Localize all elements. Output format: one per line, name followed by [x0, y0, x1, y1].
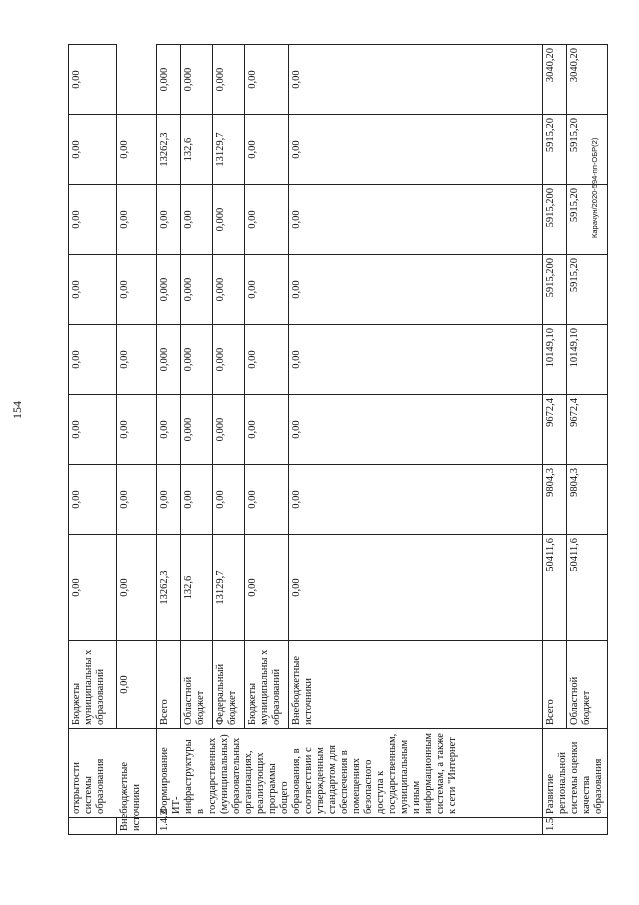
amount-cell: 0,000	[213, 255, 245, 325]
amount-cell: 10149,10	[567, 325, 608, 395]
budget-table	[68, 44, 608, 835]
amount-cell: 5915,200	[543, 185, 567, 255]
amount-cell: 0,00	[69, 465, 117, 535]
funding-source-cell: Внебюджетные источники	[289, 641, 543, 729]
amount-cell: 0,00	[289, 535, 543, 641]
amount-cell: 0,00	[181, 185, 213, 255]
amount-cell: 0,00	[69, 535, 117, 641]
amount-cell: 0,00	[69, 255, 117, 325]
activity-name-cell: Развитие региональной системы оценки качества образования	[543, 729, 608, 818]
amount-cell: 0,00	[69, 395, 117, 465]
amount-cell: 10149,10	[543, 325, 567, 395]
row-number-cell: 1.4.2	[157, 818, 543, 835]
amount-cell: 0,000	[181, 325, 213, 395]
amount-cell: 132,6	[181, 115, 213, 185]
amount-cell: 5915,20	[567, 255, 608, 325]
page-number: 154	[10, 401, 24, 419]
amount-cell: 0,000	[213, 185, 245, 255]
amount-cell: 13129,7	[213, 115, 245, 185]
amount-cell: 0,00	[69, 45, 117, 115]
funding-source-cell: Федеральный бюджет	[213, 641, 245, 729]
amount-cell: 0,00	[69, 325, 117, 395]
amount-cell: 13262,3	[157, 115, 181, 185]
amount-cell: 0,000	[213, 325, 245, 395]
table-row	[213, 45, 245, 835]
amount-cell: 0,00	[157, 465, 181, 535]
amount-cell: 0,000	[181, 395, 213, 465]
amount-cell: 0,000	[157, 45, 181, 115]
amount-cell: 0,00	[69, 185, 117, 255]
amount-cell: 9804,3	[543, 465, 567, 535]
activity-name-cell: открытости системы образования	[69, 729, 157, 818]
table-row	[69, 45, 117, 835]
table-row	[245, 45, 289, 835]
amount-cell: 0,00	[117, 185, 157, 255]
amount-cell: 0,000	[181, 45, 213, 115]
table-row	[567, 45, 608, 835]
amount-cell: 0,00	[69, 115, 117, 185]
amount-cell: 5915,20	[543, 115, 567, 185]
table-row	[543, 45, 567, 835]
amount-cell: 0,00	[157, 185, 181, 255]
amount-cell: 0,00	[245, 395, 289, 465]
amount-cell: 50411,6	[543, 535, 567, 641]
amount-cell: 50411,6	[567, 535, 608, 641]
funding-source-cell: Всего	[543, 641, 567, 729]
table-row	[181, 45, 213, 835]
amount-cell: 0,00	[245, 45, 289, 115]
amount-cell: 5915,20	[567, 185, 608, 255]
table-row	[289, 45, 543, 835]
amount-cell: 132,6	[181, 535, 213, 641]
amount-cell: 0,00	[289, 255, 543, 325]
funding-source-cell: Бюджеты муниципальны х образований	[245, 641, 289, 729]
amount-cell: 5915,200	[543, 255, 567, 325]
amount-cell: 9672,4	[567, 395, 608, 465]
table-row	[157, 45, 181, 835]
amount-cell: 0,00	[245, 255, 289, 325]
funding-source-cell: Областной бюджет	[181, 641, 213, 729]
amount-cell: 0,00	[117, 255, 157, 325]
amount-cell: 13262,3	[157, 535, 181, 641]
amount-cell: 0,00	[245, 465, 289, 535]
amount-cell: 9804,3	[567, 465, 608, 535]
amount-cell: 0,00	[289, 115, 543, 185]
amount-cell: 0,00	[245, 325, 289, 395]
amount-cell: 3040,20	[543, 45, 567, 115]
amount-cell: 5915,20	[567, 115, 608, 185]
amount-cell: 0,00	[213, 465, 245, 535]
amount-cell: 0,000	[157, 255, 181, 325]
funding-source-cell: Бюджеты муниципальны х образований	[69, 641, 117, 729]
amount-cell: 0,00	[245, 115, 289, 185]
document-code: Карачун/2020-594-пп-ОБР(2)	[590, 137, 599, 238]
amount-cell: 3040,20	[567, 45, 608, 115]
amount-cell: 0,000	[157, 325, 181, 395]
amount-cell: 0,00	[117, 641, 157, 729]
activity-name-cell: Формирование ИТ-инфраструктуры в государственных (муниципальных) образовательных организациях, реализующих программы общего образования, в соответствии с утвержденным стандартом для обеспечения в помещениях безопасного доступа к государственным, муниципальным и иным информационным системам, а также к сети "Интернет	[157, 729, 543, 818]
amount-cell: 0,00	[289, 325, 543, 395]
amount-cell: 0,00	[117, 395, 157, 465]
amount-cell: 0,00	[289, 45, 543, 115]
amount-cell: 0,00	[245, 535, 289, 641]
amount-cell: 0,00	[289, 465, 543, 535]
amount-cell: 0,00	[245, 185, 289, 255]
amount-cell: 0,000	[213, 45, 245, 115]
amount-cell: 0,000	[181, 255, 213, 325]
amount-cell: 0,00	[117, 465, 157, 535]
row-number-cell	[69, 818, 117, 835]
amount-cell: 0,00	[181, 465, 213, 535]
table-row	[117, 45, 157, 835]
funding-source-cell: Всего	[157, 641, 181, 729]
amount-cell: 0,000	[213, 395, 245, 465]
amount-cell: 0,00	[117, 115, 157, 185]
amount-cell: 0,00	[289, 185, 543, 255]
amount-cell: 0,00	[157, 395, 181, 465]
funding-source-cell: Областной бюджет	[567, 641, 608, 729]
amount-cell: 0,00	[117, 325, 157, 395]
amount-cell: 0,00	[117, 535, 157, 641]
row-number-cell: 1.5	[543, 818, 608, 835]
amount-cell: 0,00	[289, 395, 543, 465]
funding-source-cell: Внебюджетные источники	[117, 818, 157, 835]
amount-cell: 9672,4	[543, 395, 567, 465]
amount-cell: 13129,7	[213, 535, 245, 641]
